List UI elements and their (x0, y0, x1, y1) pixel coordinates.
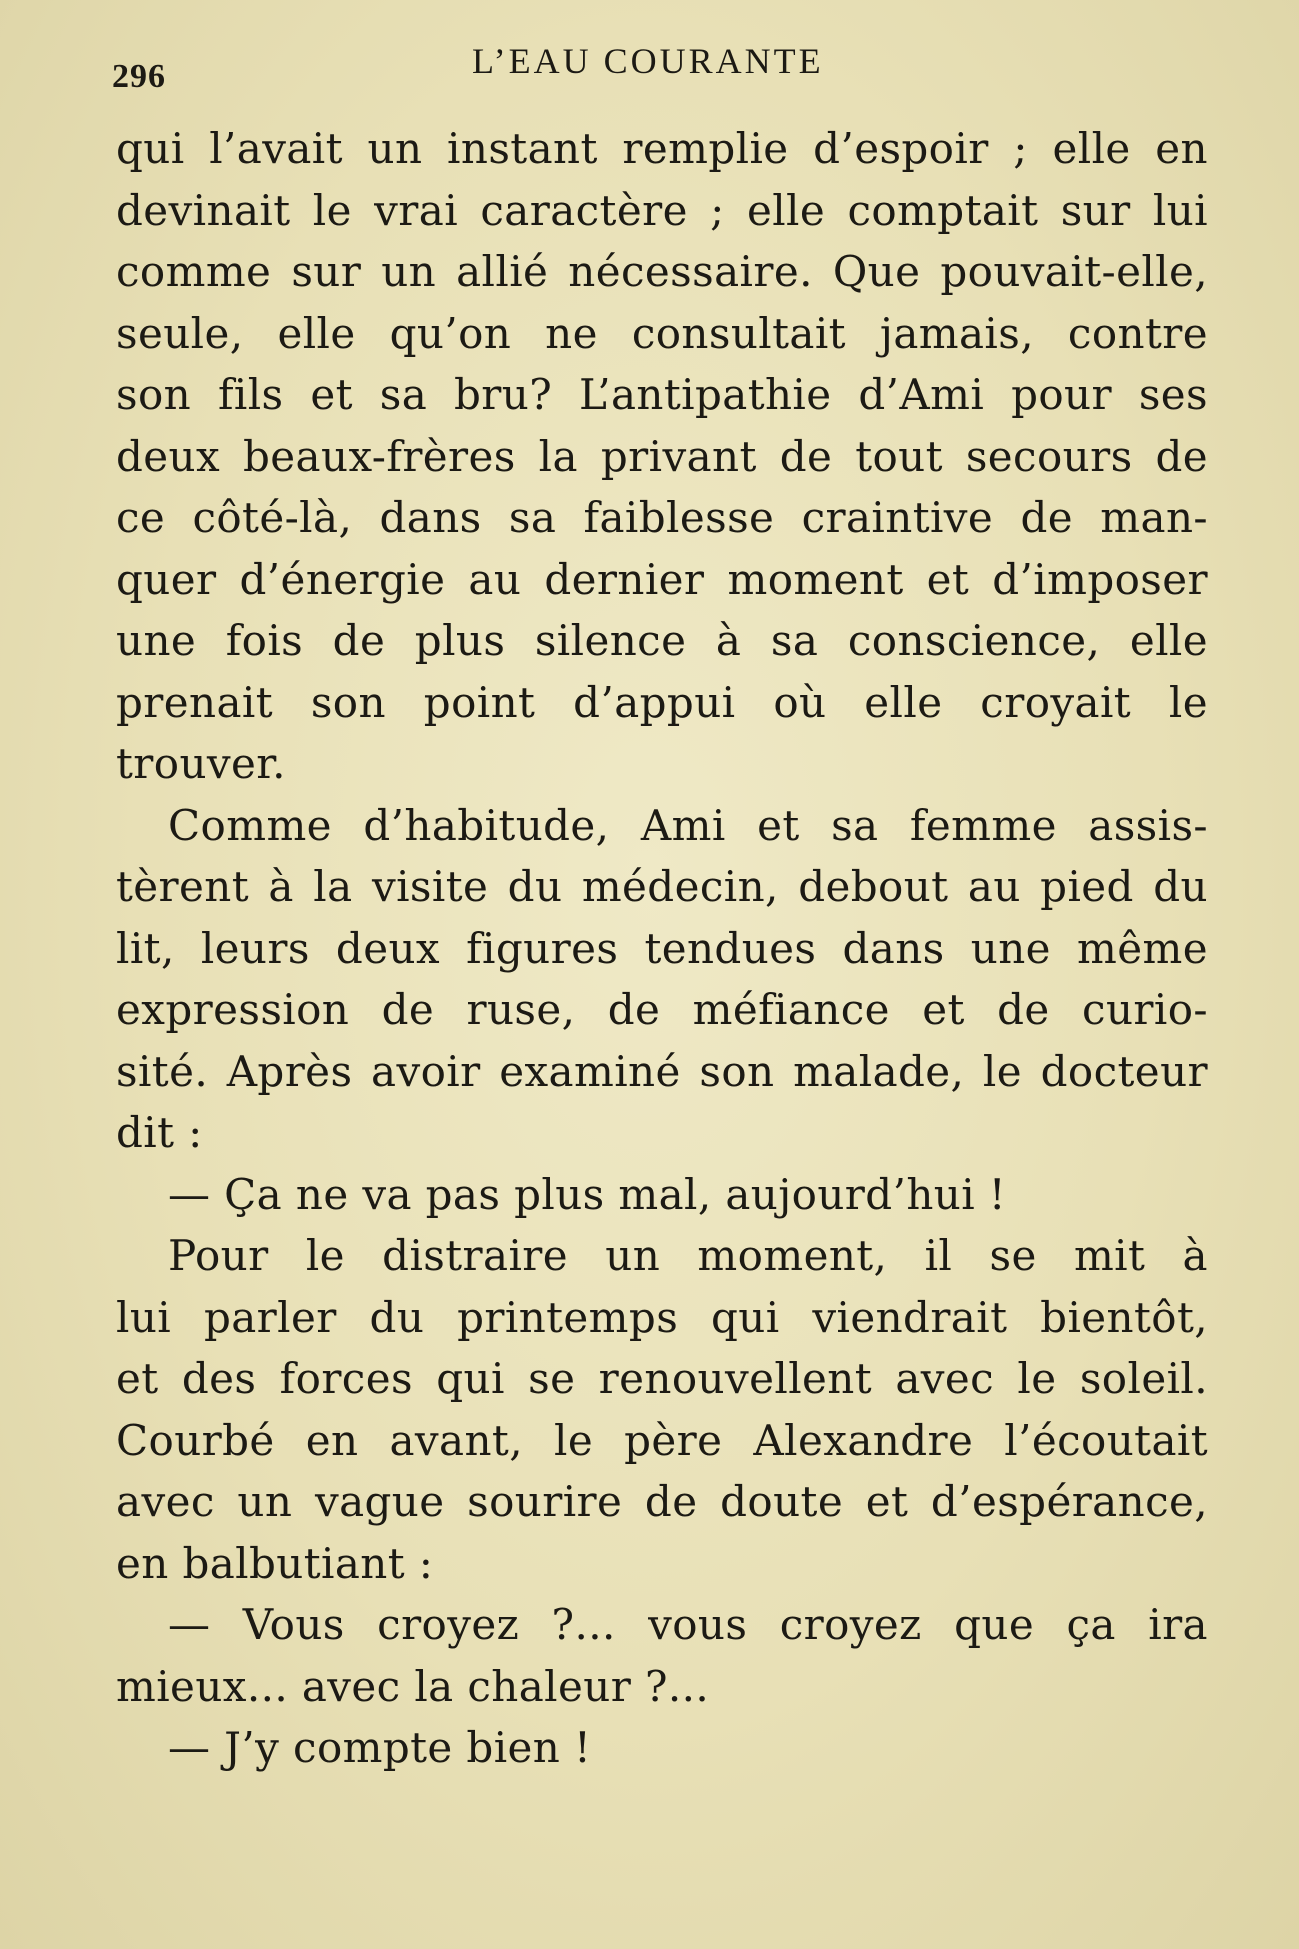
running-title: L’EAU COURANTE (472, 41, 824, 81)
text-line: trouver. (116, 739, 286, 788)
page-number: 296 (112, 58, 166, 95)
text-line: mieux... avec la chaleur ?... (116, 1661, 710, 1711)
text-line: et des forces qui se renouvellent avec le soleil. (116, 1354, 1208, 1403)
body-text (116, 118, 1208, 1779)
text-line: dit : (116, 1108, 203, 1157)
dialogue-line: — J’y compte bien ! (168, 1723, 592, 1772)
text-line: Courbé en avant, le père Alexandre l’écoutait (116, 1415, 1208, 1465)
text-line: son fils et sa bru? L’antipathie d’Ami pour ses (116, 370, 1208, 419)
page-header (112, 30, 1212, 95)
text-line: avec un vague sourire de doute et d’espérance, (116, 1477, 1208, 1526)
text-line: tèrent à la visite du médecin, debout au pied du (116, 862, 1208, 911)
text-line: quer d’énergie au dernier moment et d’imposer (116, 554, 1208, 604)
text-line: prenait son point d’appui où elle croyait le (116, 677, 1208, 727)
text-line: en balbutiant : (116, 1538, 434, 1588)
text-line: devinait le vrai caractère ; elle comptait sur lui (116, 185, 1208, 235)
text-line: Comme d’habitude, Ami et sa femme assis- (168, 800, 1208, 850)
text-line: ce côté-là, dans sa faiblesse craintive de man- (116, 493, 1208, 542)
text-line: Pour le distraire un moment, il se mit à (168, 1231, 1208, 1280)
text-line: expression de ruse, de méfiance et de curio- (116, 985, 1208, 1034)
text-line: deux beaux-frères la privant de tout secours de (116, 431, 1208, 481)
dialogue-line: — Vous croyez ?... vous croyez que ça ira (168, 1600, 1208, 1649)
text-line: seule, elle qu’on ne consultait jamais, contre (116, 308, 1208, 358)
text-line: lui parler du printemps qui viendrait bientôt, (116, 1292, 1208, 1342)
text-line: une fois de plus silence à sa conscience, elle (116, 616, 1208, 665)
text-line: qui l’avait un instant remplie d’espoir ; elle en (116, 124, 1208, 173)
text-line: sité. Après avoir examiné son malade, le docteur (116, 1046, 1208, 1096)
text-line: comme sur un allié nécessaire. Que pouvait-elle, (116, 247, 1208, 296)
dialogue-line: — Ça ne va pas plus mal, aujourd’hui ! (168, 1169, 1007, 1219)
text-line: lit, leurs deux figures tendues dans une même (116, 923, 1208, 973)
